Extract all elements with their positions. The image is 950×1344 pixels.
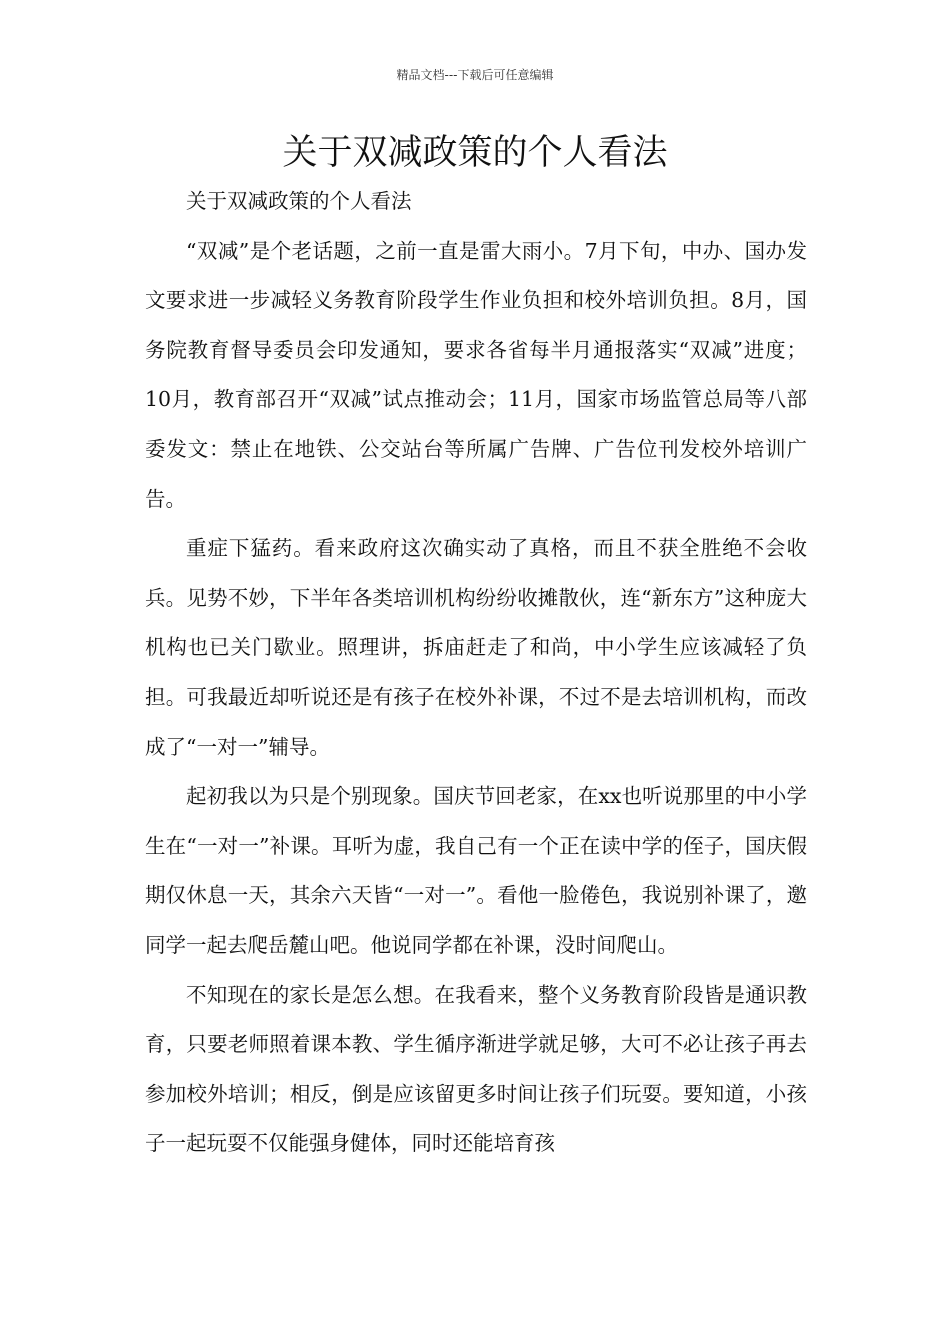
paragraph: “双减”是个老话题，之前一直是雷大雨小。7月下旬，中办、国办发文要求进一步减轻义务教育阶段学生作业负担和校外培训负担。8月，国务院教育督导委员会印发通知，要求各省每半月通报落实“双减”进度；10月，教育部召开“双减”试点推动会；11月，国家市场监管总局等八部委发文：禁止在地铁、公交站台等所属广告牌、广告位刊发校外培训广告。 (145, 238, 807, 511)
paragraph: 不知现在的家长是怎么想。在我看来，整个义务教育阶段皆是通识教育，只要老师照着课本教、学生循序渐进学就足够，大可不必让孩子再去参加校外培训；相反，倒是应该留更多时间让孩子们玩耍。要知道，小孩子一起玩耍不仅能强身健体，同时还能培育孩 (145, 982, 807, 1156)
header-note: 精品文档---下载后可任意编辑 (396, 68, 554, 82)
document-title: 关于双减政策的个人看法 (282, 133, 668, 173)
paragraph: 起初我以为只是个别现象。国庆节回老家，在xx也听说那里的中小学生在“一对一”补课。耳听为虚，我自己有一个正在读中学的侄子，国庆假期仅休息一天，其余六天皆“一对一”。看他一脸倦色，我说别补课了，邀同学一起去爬岳麓山吧。他说同学都在补课，没时间爬山。 (145, 784, 807, 957)
paragraph-subtitle: 关于双减政策的个人看法 (186, 189, 412, 213)
paragraph: 重症下猛药。看来政府这次确实动了真格，而且不获全胜绝不会收兵。见势不妙，下半年各类培训机构纷纷收摊散伙，连“新东方”这种庞大机构也已关门歇业。照理讲，拆庙赶走了和尚，中小学生应该减轻了负担。可我最近却听说还是有孩子在校外补课，不过不是去培训机构，而改成了“一对一”辅导。 (145, 536, 807, 759)
document-body (145, 177, 807, 1169)
